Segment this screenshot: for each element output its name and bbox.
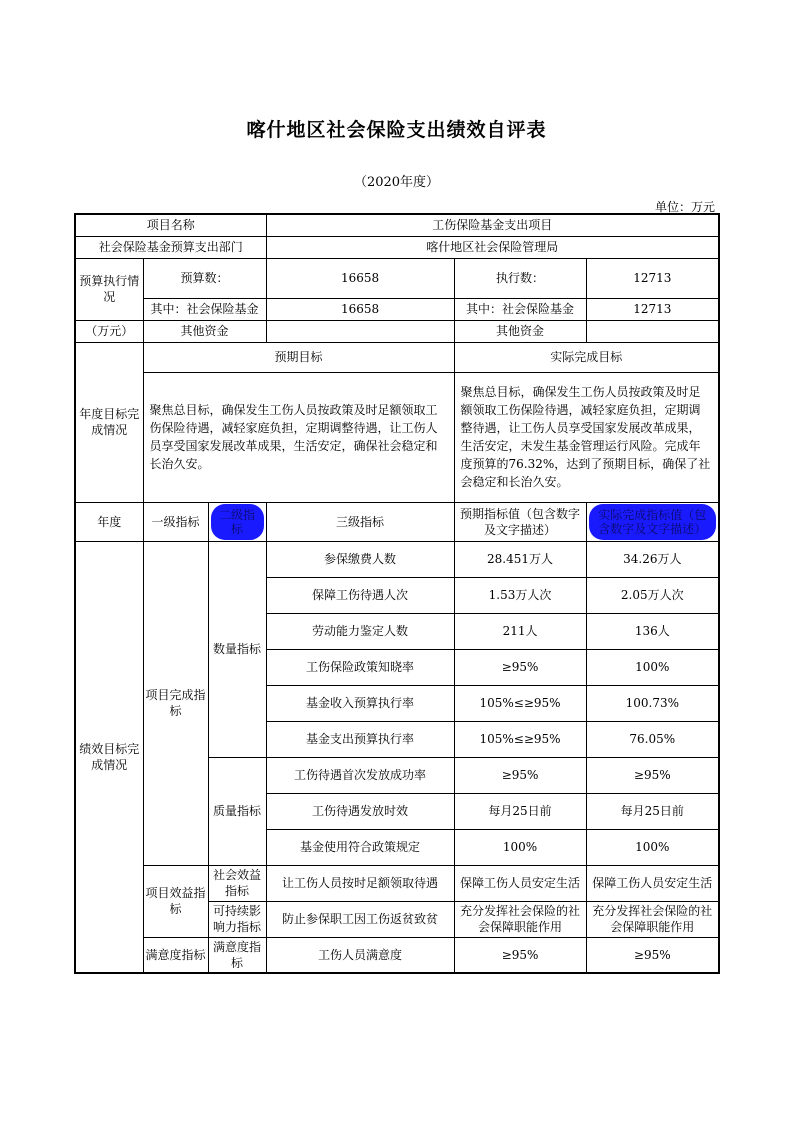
budget-label: 预算数： xyxy=(143,258,266,298)
indicator-expected: 105%≤≥95% xyxy=(454,685,586,721)
fund-budget-label: 其中：社会保险基金 xyxy=(143,298,266,320)
indicator-actual: 76.05% xyxy=(586,721,719,757)
actual-goal-header: 实际完成目标 xyxy=(454,342,719,372)
indicator-name: 工伤保险政策知晓率 xyxy=(266,649,454,685)
indicator-actual: 100% xyxy=(586,829,719,865)
level3-header: 三级指标 xyxy=(266,502,454,541)
indicator-name: 工伤待遇发放时效 xyxy=(266,793,454,829)
perf-goal-label: 绩效目标完成情况 xyxy=(75,541,143,973)
indicator-actual: 2.05万人次 xyxy=(586,577,719,613)
annual-goal-label: 年度目标完成情况 xyxy=(75,342,143,502)
indicator-expected: 211人 xyxy=(454,613,586,649)
indicator-expected: ≥95% xyxy=(454,937,586,973)
group-sustain: 可持续影响力指标 xyxy=(208,901,266,937)
group-social: 社会效益指标 xyxy=(208,865,266,901)
actual-value-highlight: 实际完成指标值（包含数字及文字描述） xyxy=(589,504,717,540)
indicator-expected: 28.451万人 xyxy=(454,541,586,577)
indicator-name: 基金收入预算执行率 xyxy=(266,685,454,721)
dept-label: 社会保险基金预算支出部门 xyxy=(75,236,266,258)
indicator-expected: ≥95% xyxy=(454,757,586,793)
unit-label: 单位：万元 xyxy=(654,200,715,214)
year-subtitle: （2020年度） xyxy=(353,175,440,190)
year-header: 年度 xyxy=(75,502,143,541)
other-exec-label: 其他资金 xyxy=(454,320,586,342)
level2-header xyxy=(208,502,266,541)
budget-exec-label: 预算执行情况 xyxy=(75,258,143,320)
actual-value-header xyxy=(586,502,719,541)
indicator-name: 保障工伤待遇人次 xyxy=(266,577,454,613)
indicator-actual: 136人 xyxy=(586,613,719,649)
group-completion: 项目完成指标 xyxy=(143,541,208,865)
other-exec-value xyxy=(586,320,719,342)
indicator-actual: ≥95% xyxy=(586,937,719,973)
exec-label: 执行数： xyxy=(454,258,586,298)
indicator-expected: 充分发挥社会保险的社会保障职能作用 xyxy=(454,901,586,937)
indicator-actual: 34.26万人 xyxy=(586,541,719,577)
group-quality: 质量指标 xyxy=(208,757,266,865)
evaluation-table xyxy=(74,213,720,974)
project-name-value: 工伤保险基金支出项目 xyxy=(266,214,719,236)
project-name-label: 项目名称 xyxy=(75,214,266,236)
indicator-actual: 100.73% xyxy=(586,685,719,721)
indicator-expected: 每月25日前 xyxy=(454,793,586,829)
actual-goal-text: 聚焦总目标，确保发生工伤人员按政策及时足额领取工伤保险待遇，减轻家庭负担，定期调整待遇，让工伤人员享受国家发展改革成果，生活安定，未发生基金管理运行风险。完成年度预算的76.32%，达到了预期目标，确保了社会稳定和长治久安。 xyxy=(454,372,719,502)
group-satisfaction-sub: 满意度指标 xyxy=(208,937,266,973)
indicator-expected: ≥95% xyxy=(454,649,586,685)
fund-exec-value: 12713 xyxy=(586,298,719,320)
expected-goal-text: 聚焦总目标，确保发生工伤人员按政策及时足额领取工伤保险待遇，减轻家庭负担，定期调整待遇，让工伤人员享受国家发展改革成果，生活安定，确保社会稳定和长治久安。 xyxy=(143,372,454,502)
indicator-name: 防止参保职工因工伤返贫致贫 xyxy=(266,901,454,937)
other-funds-label: 其他资金 xyxy=(143,320,266,342)
indicator-expected: 105%≤≥95% xyxy=(454,721,586,757)
other-funds-value xyxy=(266,320,454,342)
indicator-name: 让工伤人员按时足额领取待遇 xyxy=(266,865,454,901)
indicator-name: 工伤人员满意度 xyxy=(266,937,454,973)
fund-budget-value: 16658 xyxy=(266,298,454,320)
page-title: 喀什地区社会保险支出绩效自评表 xyxy=(246,119,547,141)
indicator-name: 参保缴费人数 xyxy=(266,541,454,577)
group-quantity: 数量指标 xyxy=(208,541,266,757)
expected-goal-header: 预期目标 xyxy=(143,342,454,372)
indicator-actual: 每月25日前 xyxy=(586,793,719,829)
dept-value: 喀什地区社会保险管理局 xyxy=(266,236,719,258)
indicator-name: 基金支出预算执行率 xyxy=(266,721,454,757)
fund-exec-label: 其中：社会保险基金 xyxy=(454,298,586,320)
indicator-actual: ≥95% xyxy=(586,757,719,793)
indicator-expected: 1.53万人次 xyxy=(454,577,586,613)
level1-header: 一级指标 xyxy=(143,502,208,541)
indicator-actual: 保障工伤人员安定生活 xyxy=(586,865,719,901)
budget-value: 16658 xyxy=(266,258,454,298)
group-benefit: 项目效益指标 xyxy=(143,865,208,937)
level2-highlight: 二级指标 xyxy=(211,504,264,540)
indicator-expected: 保障工伤人员安定生活 xyxy=(454,865,586,901)
indicator-actual: 100% xyxy=(586,649,719,685)
indicator-name: 工伤待遇首次发放成功率 xyxy=(266,757,454,793)
indicator-expected: 100% xyxy=(454,829,586,865)
indicator-name: 基金使用符合政策规定 xyxy=(266,829,454,865)
group-satisfaction: 满意度指标 xyxy=(143,937,208,973)
indicator-name: 劳动能力鉴定人数 xyxy=(266,613,454,649)
indicator-actual: 充分发挥社会保险的社会保障职能作用 xyxy=(586,901,719,937)
budget-unit-label: （万元） xyxy=(75,320,143,342)
expected-value-header: 预期指标值（包含数字及文字描述） xyxy=(454,502,586,541)
exec-value: 12713 xyxy=(586,258,719,298)
